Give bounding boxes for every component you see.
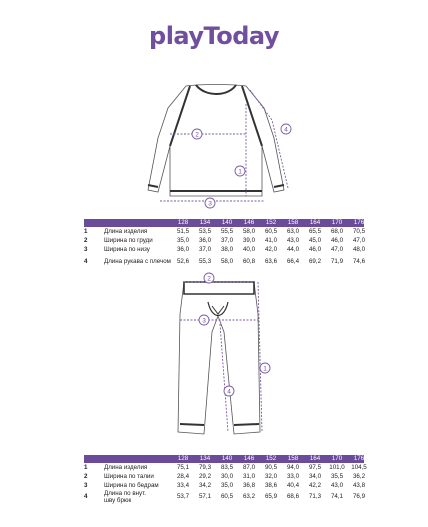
size-cell: 152: [265, 219, 277, 226]
value-cell: 43,0: [330, 482, 344, 489]
value-cell: 69,2: [308, 258, 322, 265]
row-label: Ширина по талии: [104, 473, 154, 480]
value-cell: 74,1: [330, 493, 344, 500]
value-cell: 48,0: [352, 246, 366, 253]
value-cell: 47,0: [330, 246, 344, 253]
value-cell: 90,5: [264, 464, 278, 471]
value-cell: 46,0: [330, 237, 344, 244]
value-cell: 35,0: [176, 237, 190, 244]
value-cell: 66,4: [286, 258, 300, 265]
measure-marker-1: 1: [238, 168, 242, 176]
pants-diagram: [0, 268, 428, 450]
row-number: 3: [84, 482, 88, 489]
value-cell: 31,0: [242, 473, 256, 480]
row-number: 3: [84, 246, 88, 253]
value-cell: 104,5: [351, 464, 367, 471]
value-cell: 42,0: [264, 246, 278, 253]
size-cell: 158: [287, 219, 299, 226]
size-cell: 176: [353, 219, 365, 226]
size-header-row: [84, 219, 364, 227]
row-number: 2: [84, 237, 88, 244]
value-cell: 51,5: [176, 228, 190, 235]
table-row: [84, 463, 367, 472]
row-label: Ширина по бедрам: [104, 482, 159, 489]
size-cell: 128: [177, 219, 189, 226]
size-cell: 134: [199, 219, 211, 226]
value-cell: 36,0: [176, 246, 190, 253]
value-cell: 63,0: [286, 228, 300, 235]
value-cell: 75,1: [176, 464, 190, 471]
value-cell: 39,0: [242, 237, 256, 244]
row-label: Ширина по низу: [104, 246, 150, 253]
table-row: [84, 472, 364, 481]
value-cell: 47,0: [352, 237, 366, 244]
row-number: 4: [84, 493, 88, 500]
value-cell: 36,0: [198, 237, 212, 244]
value-cell: 83,5: [220, 464, 234, 471]
value-cell: 71,3: [308, 493, 322, 500]
measure-marker-2: 2: [207, 275, 211, 283]
size-cell: 170: [331, 455, 343, 462]
value-cell: 79,3: [198, 464, 212, 471]
row-number: 2: [84, 473, 88, 480]
value-cell: 97,5: [308, 464, 322, 471]
table-row: [84, 481, 364, 490]
value-cell: 32,0: [264, 473, 278, 480]
value-cell: 52,6: [176, 258, 190, 265]
size-cell: 158: [287, 455, 299, 462]
measure-marker-4: 4: [227, 388, 231, 396]
value-cell: 87,0: [242, 464, 256, 471]
value-cell: 41,0: [264, 237, 278, 244]
row-number: 1: [84, 228, 88, 235]
value-cell: 34,0: [308, 473, 322, 480]
measure-marker-1: 1: [263, 365, 267, 373]
value-cell: 45,0: [308, 237, 322, 244]
measure-marker-3: 3: [202, 317, 206, 325]
size-cell: 146: [243, 219, 255, 226]
value-cell: 40,0: [242, 246, 256, 253]
value-cell: 36,2: [352, 473, 366, 480]
row-label: Длина рукава с плечом: [104, 258, 171, 265]
value-cell: 35,0: [220, 482, 234, 489]
row-label: Длина изделия: [104, 464, 148, 471]
value-cell: 70,5: [352, 228, 366, 235]
value-cell: 38,0: [220, 246, 234, 253]
row-label: Длина изделия: [104, 228, 148, 235]
size-cell: 140: [221, 219, 233, 226]
size-cell: 134: [199, 455, 211, 462]
value-cell: 29,2: [198, 473, 212, 480]
value-cell: 53,5: [198, 228, 212, 235]
table-row: [84, 236, 364, 245]
size-cell: 164: [309, 219, 321, 226]
value-cell: 37,0: [220, 237, 234, 244]
value-cell: 30,0: [220, 473, 234, 480]
size-header-row: [84, 455, 364, 463]
value-cell: 68,0: [330, 228, 344, 235]
measure-marker-2: 2: [195, 131, 199, 139]
value-cell: 58,0: [220, 258, 234, 265]
value-cell: 42,2: [308, 482, 322, 489]
value-cell: 94,0: [286, 464, 300, 471]
row-number: 4: [84, 258, 88, 265]
table-row: [84, 245, 364, 254]
measure-marker-4: 4: [284, 126, 288, 134]
value-cell: 38,6: [264, 482, 278, 489]
pants-size-table: [84, 455, 367, 504]
value-cell: 34,2: [198, 482, 212, 489]
size-cell: 176: [353, 455, 365, 462]
value-cell: 68,6: [286, 493, 300, 500]
size-cell: 164: [309, 455, 321, 462]
brand-logo: playToday: [149, 22, 279, 50]
measure-marker-3: 3: [208, 200, 212, 208]
value-cell: 36,8: [242, 482, 256, 489]
value-cell: 43,8: [352, 482, 366, 489]
value-cell: 57,1: [198, 493, 212, 500]
value-cell: 101,0: [329, 464, 345, 471]
row-label: Длина по внут. шву брюк: [104, 490, 147, 504]
table-row: [84, 490, 364, 504]
value-cell: 28,4: [176, 473, 190, 480]
value-cell: 63,6: [264, 258, 278, 265]
value-cell: 71,9: [330, 258, 344, 265]
value-cell: 74,6: [352, 258, 366, 265]
value-cell: 58,0: [242, 228, 256, 235]
value-cell: 65,9: [264, 493, 278, 500]
value-cell: 35,5: [330, 473, 344, 480]
size-cell: 128: [177, 455, 189, 462]
sweatshirt-size-table: [84, 219, 364, 266]
row-number: 1: [84, 464, 88, 471]
table-row: [84, 227, 364, 236]
value-cell: 46,0: [308, 246, 322, 253]
row-label: Ширина по груди: [104, 237, 153, 244]
size-cell: 140: [221, 455, 233, 462]
value-cell: 53,7: [176, 493, 190, 500]
value-cell: 55,3: [198, 258, 212, 265]
value-cell: 55,5: [220, 228, 234, 235]
value-cell: 63,2: [242, 493, 256, 500]
value-cell: 60,5: [264, 228, 278, 235]
value-cell: 37,0: [198, 246, 212, 253]
value-cell: 44,0: [286, 246, 300, 253]
value-cell: 60,5: [220, 493, 234, 500]
size-cell: 170: [331, 219, 343, 226]
size-cell: 152: [265, 455, 277, 462]
value-cell: 76,9: [352, 493, 366, 500]
value-cell: 65,5: [308, 228, 322, 235]
table-row: [84, 257, 364, 266]
sweatshirt-diagram: [0, 64, 428, 214]
value-cell: 40,4: [286, 482, 300, 489]
value-cell: 43,0: [286, 237, 300, 244]
size-cell: 146: [243, 455, 255, 462]
value-cell: 33,4: [176, 482, 190, 489]
value-cell: 33,0: [286, 473, 300, 480]
value-cell: 60,8: [242, 258, 256, 265]
